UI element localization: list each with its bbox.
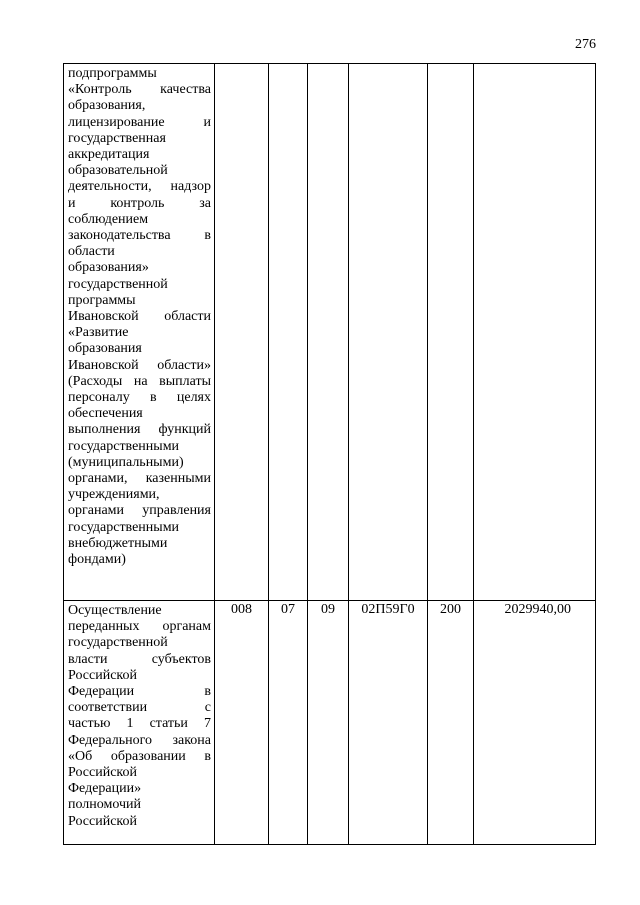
description-line: Российской (68, 765, 137, 781)
description-line: Российской (68, 667, 137, 683)
description-line: области (68, 244, 115, 260)
description-line: обеспечения (68, 406, 143, 422)
description-line: персоналу в целях (68, 390, 211, 406)
budget-table (63, 63, 596, 845)
section-code-cell (269, 64, 308, 601)
description-line: органами, казенными (68, 471, 211, 487)
description-line: (Расходы на выплаты (68, 373, 211, 389)
description-line: и контроль за (68, 195, 211, 211)
target-article-cell (349, 64, 428, 601)
description-line: программы (68, 292, 136, 308)
description-line: органами управления (68, 503, 211, 519)
ministry-code-cell (215, 64, 269, 601)
description-line: частью 1 статьи 7 (68, 716, 211, 732)
description-line: лицензирование и (68, 114, 211, 130)
description-line: переданных органам (68, 619, 211, 635)
amount-cell (474, 64, 596, 601)
description-line: государственными (68, 438, 180, 454)
target-article-cell: 02П59Г0 (349, 601, 428, 845)
description-line: «Об образовании в (68, 748, 211, 764)
description-line: подпрограммы (68, 66, 157, 81)
description-line: внебюджетными (68, 535, 168, 551)
description-line: Ивановской области (68, 309, 211, 325)
description-line: соблюдением (68, 211, 149, 227)
description-line: образовательной (68, 163, 168, 179)
ministry-code-cell: 008 (215, 601, 269, 845)
description-cell (64, 64, 215, 601)
expense-type-cell (428, 64, 474, 601)
table-row (64, 64, 596, 601)
page-number: 276 (575, 37, 596, 52)
description-line: аккредитация (68, 147, 150, 163)
description-line: образования, (68, 98, 146, 114)
table-row (64, 601, 596, 845)
description-line: государственными (68, 519, 180, 535)
description-line: Федерации в (68, 684, 211, 700)
description-line: «Развитие (68, 325, 129, 341)
section-code-cell: 07 (269, 601, 308, 845)
description-line: образования (68, 341, 142, 357)
description-line: (муниципальными) (68, 454, 184, 470)
description-line: Федерации» (68, 781, 142, 797)
description-line: государственной (68, 635, 168, 651)
description-line: учреждениями, (68, 487, 160, 503)
description-line: выполнения функций (68, 422, 211, 438)
amount-cell: 2029940,00 (474, 601, 596, 845)
description-line: «Контроль качества (68, 82, 211, 98)
description-line: Ивановской области» (68, 357, 211, 373)
expense-type-cell: 200 (428, 601, 474, 845)
description-line: власти субъектов (68, 651, 211, 667)
description-line: Российской (68, 813, 137, 829)
description-line: фондами) (68, 552, 126, 568)
description-line: соответствии с (68, 700, 211, 716)
description-line: деятельности, надзор (68, 179, 211, 195)
description-line: Федерального закона (68, 732, 211, 748)
description-line: государственная (68, 130, 166, 146)
subsection-code-cell (308, 64, 349, 601)
description-line: образования» (68, 260, 149, 276)
description-line: полномочий (68, 797, 142, 813)
description-line: государственной (68, 276, 168, 292)
subsection-code-cell: 09 (308, 601, 349, 845)
description-cell (64, 601, 215, 845)
description-line: Осуществление (68, 603, 162, 618)
description-line: законодательства в (68, 228, 211, 244)
